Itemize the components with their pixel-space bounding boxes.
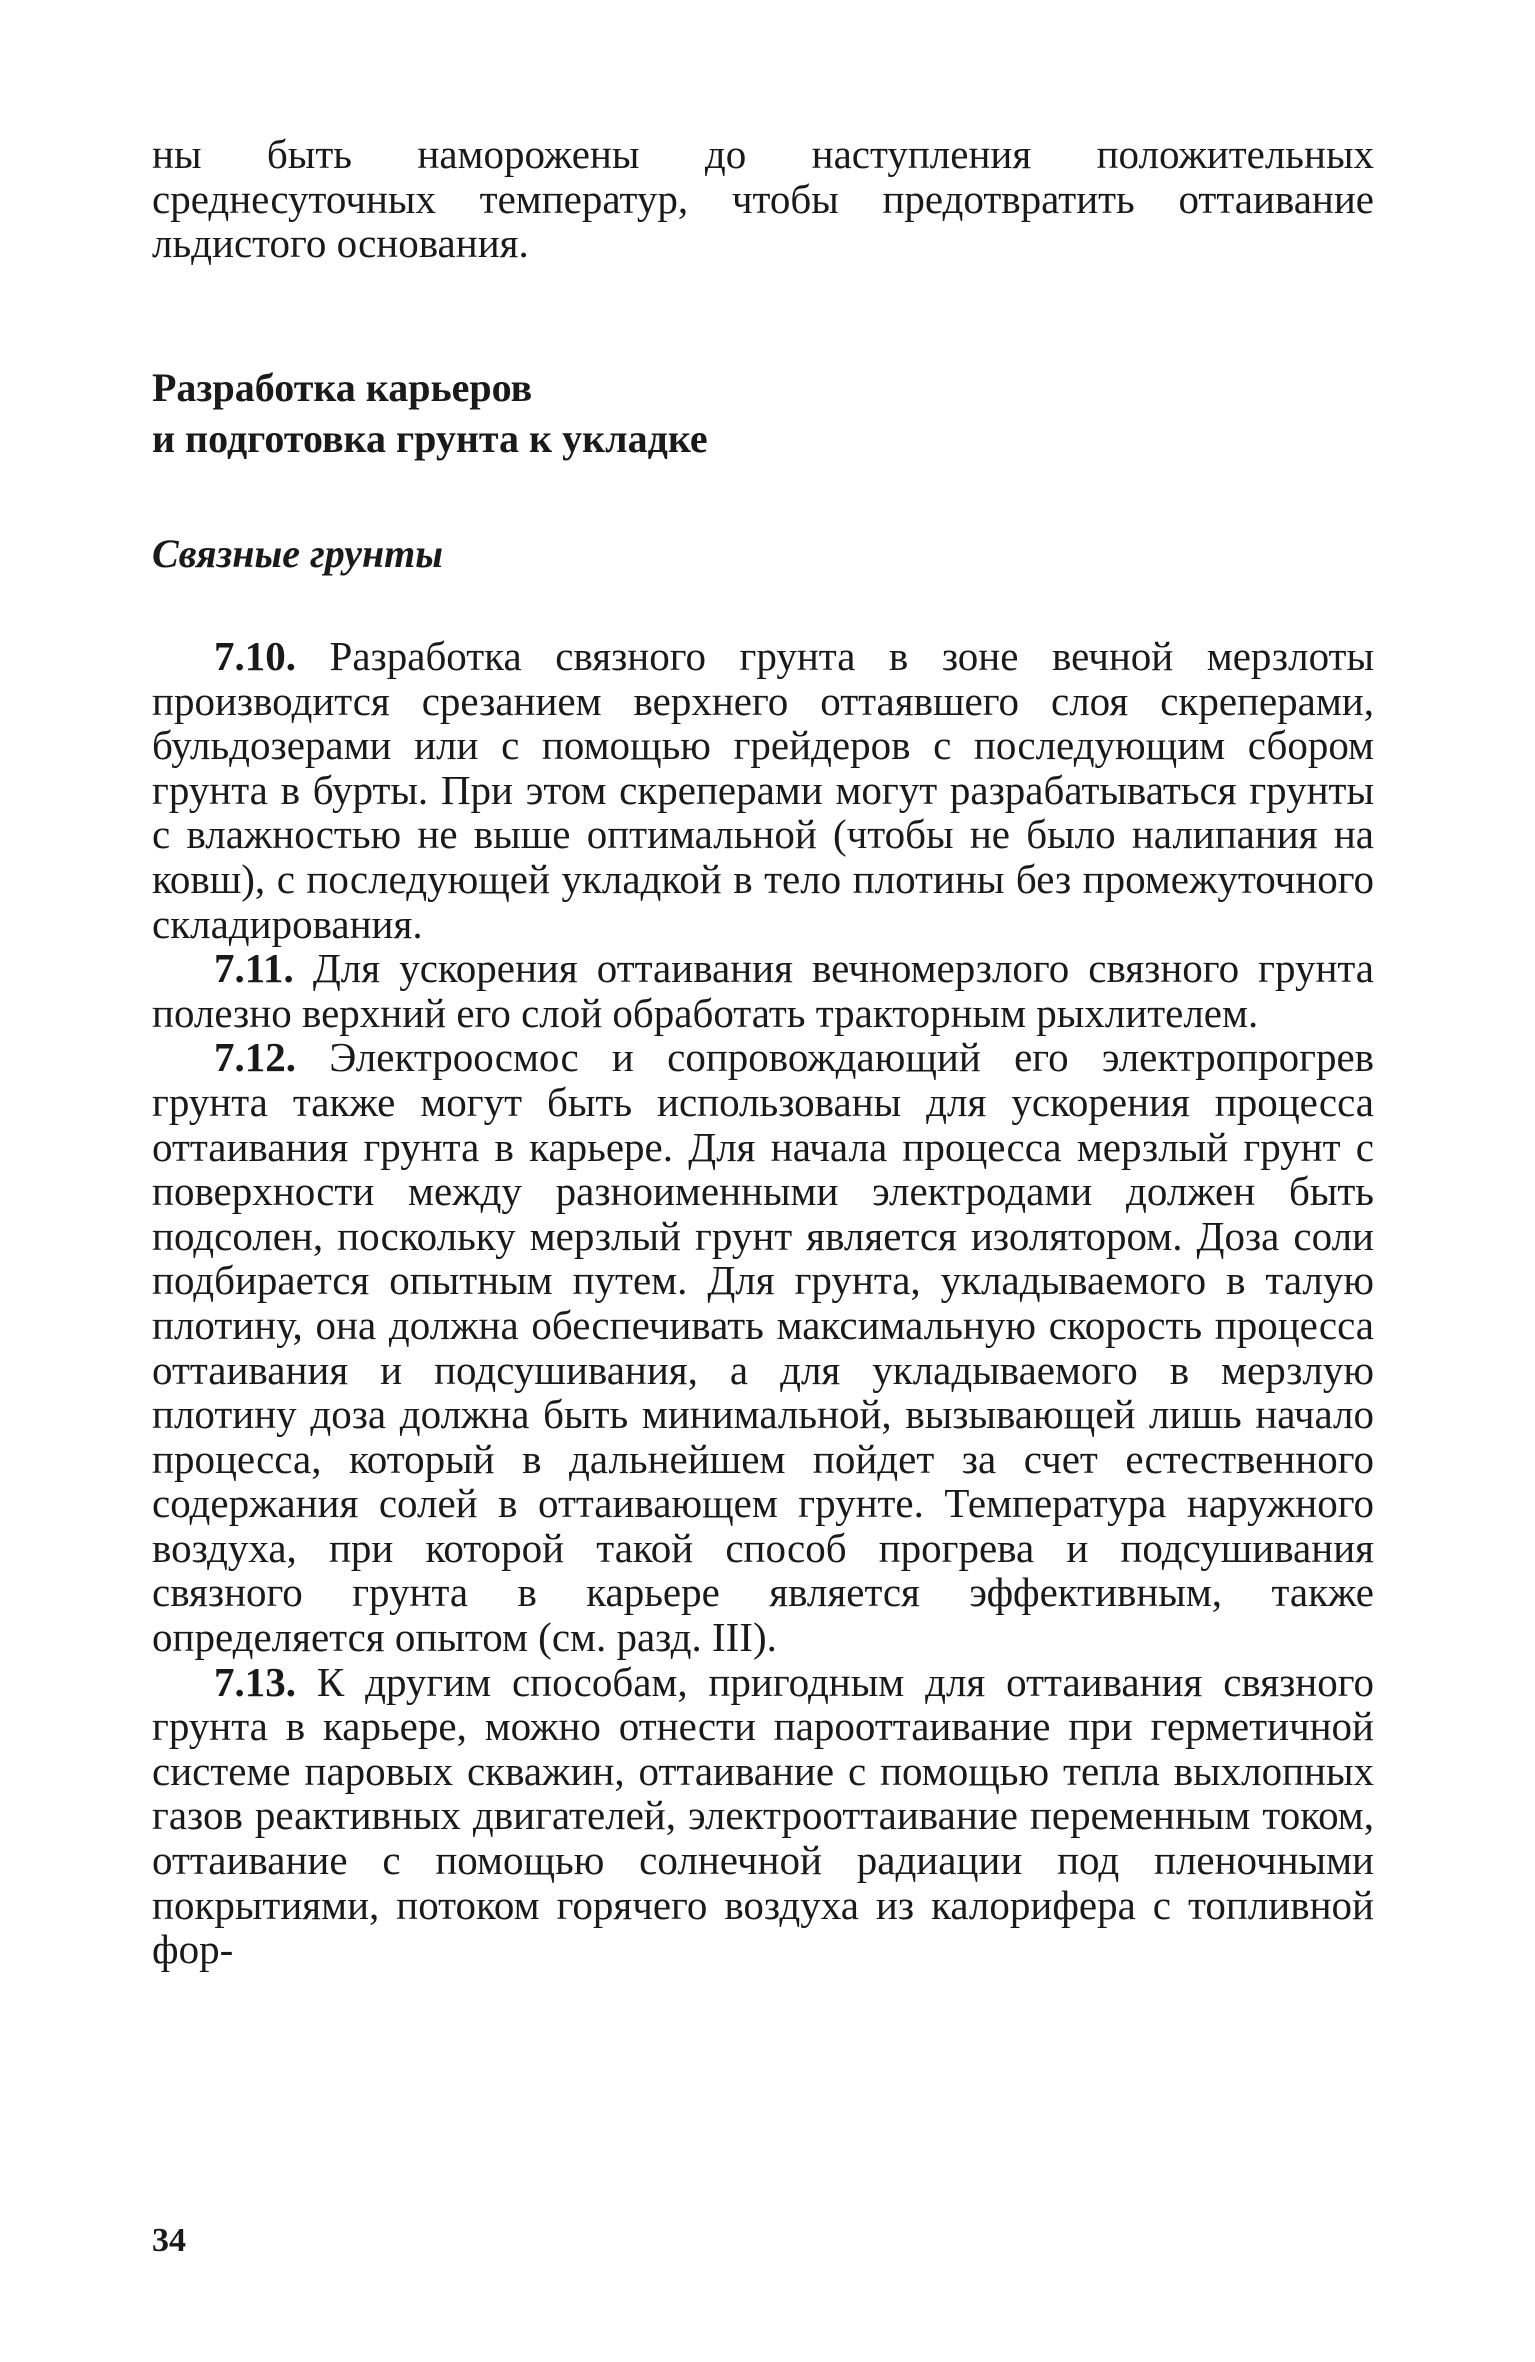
- paragraph-number: 7.13.: [214, 1658, 296, 1705]
- page-number: 34: [152, 2222, 186, 2259]
- section-heading-line2: и подготовка грунта к укладке: [152, 416, 708, 461]
- intro-paragraph: ны быть наморожены до наступления положительных среднесуточных температур, чтобы предотвратить оттаивание льдистого основания.: [152, 131, 1374, 267]
- paragraph-7-11: [152, 946, 1374, 1035]
- paragraph-number: 7.10.: [214, 633, 296, 679]
- paragraph-text: К другим способам, пригодным для оттаивания связного грунта в карьере, можно отнести парооттаивание при герметичной системе паровых скважин, оттаивание с помощью тепла выхлопных газов реактивных двигателей, электрооттаивание переменным током, оттаивание с помощью солнечной радиации под пленочными покрытиями, потоком горячего воздуха из калорифера с топливной фор-: [152, 1658, 1375, 1973]
- paragraph-text: Для ускорения оттаивания вечномерзлого связного грунта полезно верхний его слой обработать тракторным рыхлителем.: [152, 945, 1375, 1036]
- paragraph-text: Разработка связного грунта в зоне вечной мерзлоты производится срезанием верхнего оттаявшего слоя скреперами, бульдозерами или с помощью грейдеров с последующим сбором грунта в бурты. При этом скреперами могут разрабатываться грунты с влажностью не выше оптимальной (чтобы не было налипания на ковш), с последующей укладкой в тело плотины без промежуточного складирования.: [152, 633, 1375, 947]
- intro-block: [152, 132, 1374, 266]
- numbered-paragraphs: [152, 634, 1374, 1972]
- section-heading: [152, 362, 708, 464]
- paragraph-7-12: [152, 1035, 1374, 1659]
- paragraph-7-10: [152, 634, 1374, 946]
- paragraph-number: 7.11.: [214, 945, 294, 992]
- section-heading-line1: Разработка карьеров: [152, 365, 533, 410]
- paragraph-7-13: [152, 1660, 1374, 1972]
- paragraph-text: Электроосмос и сопровождающий его электропрогрев грунта также могут быть использованы для ускорения процесса оттаивания грунта в карьере. Для начала процесса мерзлый грунт с поверхности между разноименными электродами должен быть подсолен, поскольку мерзлый грунт является изолятором. Доза соли подбирается опытным путем. Для грунта, укладываемого в талую плотину, она должна обеспечивать максимальную скорость процесса оттаивания и подсушивания, а для укладываемого в мерзлую плотину доза должна быть минимальной, вызывающей лишь начало процесса, который в дальнейшем пойдет за счет естественного содержания солей в оттаивающем грунте. Температура наружного воздуха, при которой такой способ прогрева и подсушивания связного грунта в карьере является эффективным, также определяется опытом (см. разд. III).: [152, 1034, 1374, 1661]
- paragraph-number: 7.12.: [214, 1034, 296, 1081]
- subsection-heading: Связные грунты: [152, 531, 444, 576]
